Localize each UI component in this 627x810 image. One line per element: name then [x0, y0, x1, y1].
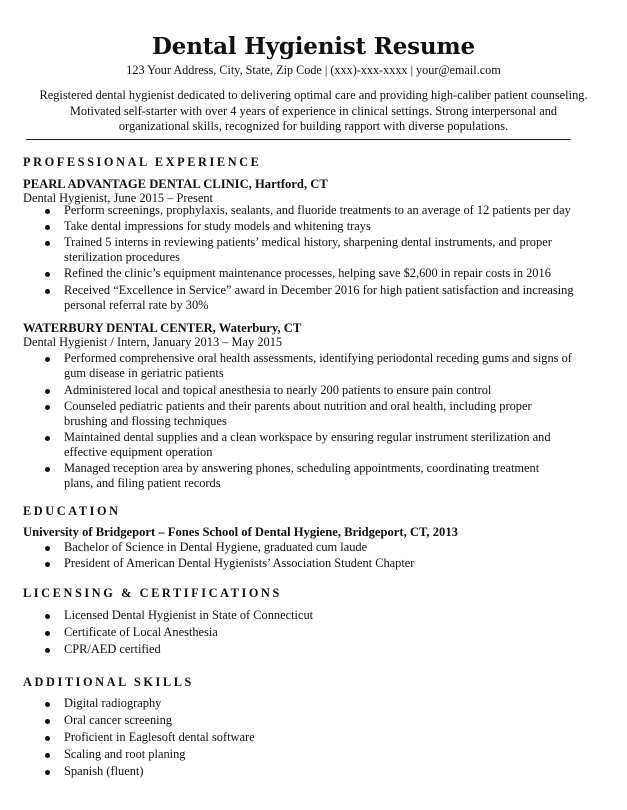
list-item [64, 219, 612, 234]
bullet-icon [45, 719, 50, 724]
bullet-text: Performed comprehensive oral health assessments, identifying periodontal receding gums and signs of [64, 351, 572, 365]
bullet-icon [45, 562, 50, 567]
list-item [64, 283, 612, 313]
bullet-text: brushing and flossing techniques [64, 414, 227, 428]
summary-line: Motivated self-starter with over 4 years of experience in clinical settings. Strong interpersonal and [69, 103, 558, 118]
bullet-text: Maintained dental supplies and a clean workspace by ensuring regular instrument sterilization and [64, 430, 551, 444]
bullet-text: Licensed Dental Hygienist in State of Connecticut [64, 608, 314, 622]
bullet-text: Scaling and root planing [64, 747, 186, 761]
bullet-icon [45, 405, 50, 410]
bullet-icon [45, 770, 50, 775]
list-item [64, 642, 612, 657]
list-item [64, 203, 612, 218]
list-item [64, 430, 612, 460]
bullet-icon [45, 546, 50, 551]
bullet-icon [45, 209, 50, 214]
bullet-text: personal referral rate by 30% [64, 298, 209, 312]
bullet-text: Trained 5 interns in reviewing patients’ medical history, sharpening dental instruments, and proper [64, 235, 552, 249]
school-heading: University of Bridgeport – Fones School of Dental Hygiene, Bridgeport, CT, 2013 [23, 525, 458, 539]
list-item [64, 730, 612, 745]
bullet-text: plans, and filing patient records [64, 476, 221, 490]
bullet-text: gum disease in geriatric patients [64, 366, 224, 380]
bullet-icon [45, 389, 50, 394]
list-item [64, 713, 612, 728]
section-heading-education: EDUCATION [23, 504, 121, 518]
list-item [64, 625, 612, 640]
employer-heading: PEARL ADVANTAGE DENTAL CLINIC, Hartford, CT [23, 177, 328, 191]
resume-title: Dental Hygienist Resume [152, 33, 475, 60]
bullet-icon [45, 436, 50, 441]
summary-line: organizational skills, recognized for building rapport with diverse populations. [118, 119, 509, 133]
bullet-text: Oral cancer screening [64, 713, 173, 727]
bullet-text: Spanish (fluent) [64, 764, 144, 778]
list-item [64, 399, 612, 429]
bullet-text: Managed reception area by answering phones, scheduling appointments, coordinating treatment [64, 461, 540, 475]
bullet-text: Counseled pediatric patients and their parents about nutrition and oral health, including proper [64, 399, 532, 413]
list-item [64, 235, 612, 265]
job-role: Dental Hygienist, June 2015 – Present [23, 191, 213, 205]
bullet-icon [45, 225, 50, 230]
summary-line: Registered dental hygienist dedicated to delivering optimal care and providing high-caliber patient counseling. [39, 88, 588, 102]
bullet-text: Refined the clinic’s equipment maintenance processes, helping save $2,600 in repair costs in 2016 [64, 266, 551, 280]
list-item [64, 696, 612, 711]
bullet-icon [45, 289, 50, 294]
list-item [64, 608, 612, 623]
list-item [64, 351, 612, 381]
summary [20, 88, 607, 135]
bullet-icon [45, 357, 50, 362]
bullet-text: CPR/AED certified [64, 642, 161, 656]
bullet-text: President of American Dental Hygienists’ Association Student Chapter [64, 556, 415, 570]
header-divider [26, 139, 571, 140]
list-item [64, 556, 612, 571]
section-heading-skills: ADDITIONAL SKILLS [23, 675, 194, 689]
bullet-icon [45, 702, 50, 707]
list-item [64, 764, 612, 779]
bullet-icon [45, 467, 50, 472]
bullet-text: sterilization procedures [64, 250, 180, 264]
bullet-text: effective equipment operation [64, 445, 213, 459]
bullet-text: Perform screenings, prophylaxis, sealants, and fluoride treatments to an average of 12 patients per day [64, 203, 571, 217]
list-item [64, 383, 612, 398]
bullet-text: Take dental impressions for study models and whitening trays [64, 219, 371, 233]
bullet-icon [45, 736, 50, 741]
section-heading-licensing: LICENSING & CERTIFICATIONS [23, 586, 282, 600]
bullet-icon [45, 272, 50, 277]
list-item [64, 747, 612, 762]
section-heading-experience: PROFESSIONAL EXPERIENCE [23, 155, 262, 169]
list-item [64, 266, 612, 281]
bullet-icon [45, 614, 50, 619]
bullet-text: Administered local and topical anesthesia to nearly 200 patients to ensure pain control [64, 383, 492, 397]
bullet-icon [45, 753, 50, 758]
bullet-text: Bachelor of Science in Dental Hygiene, graduated cum laude [64, 540, 368, 554]
job-role: Dental Hygienist / Intern, January 2013 – May 2015 [23, 335, 283, 349]
contact-line: 123 Your Address, City, State, Zip Code | (xxx)-xxx-xxxx | your@email.com [126, 63, 501, 77]
list-item [64, 540, 612, 555]
employer-heading: WATERBURY DENTAL CENTER, Waterbury, CT [23, 321, 302, 335]
bullet-icon [45, 648, 50, 653]
bullet-text: Received “Excellence in Service” award in December 2016 for high patient satisfaction and increasing [64, 283, 574, 297]
list-item [64, 461, 612, 491]
bullet-text: Certificate of Local Anesthesia [64, 625, 218, 639]
bullet-icon [45, 631, 50, 636]
bullet-icon [45, 241, 50, 246]
bullet-text: Proficient in Eaglesoft dental software [64, 730, 255, 744]
bullet-text: Digital radiography [64, 696, 162, 710]
